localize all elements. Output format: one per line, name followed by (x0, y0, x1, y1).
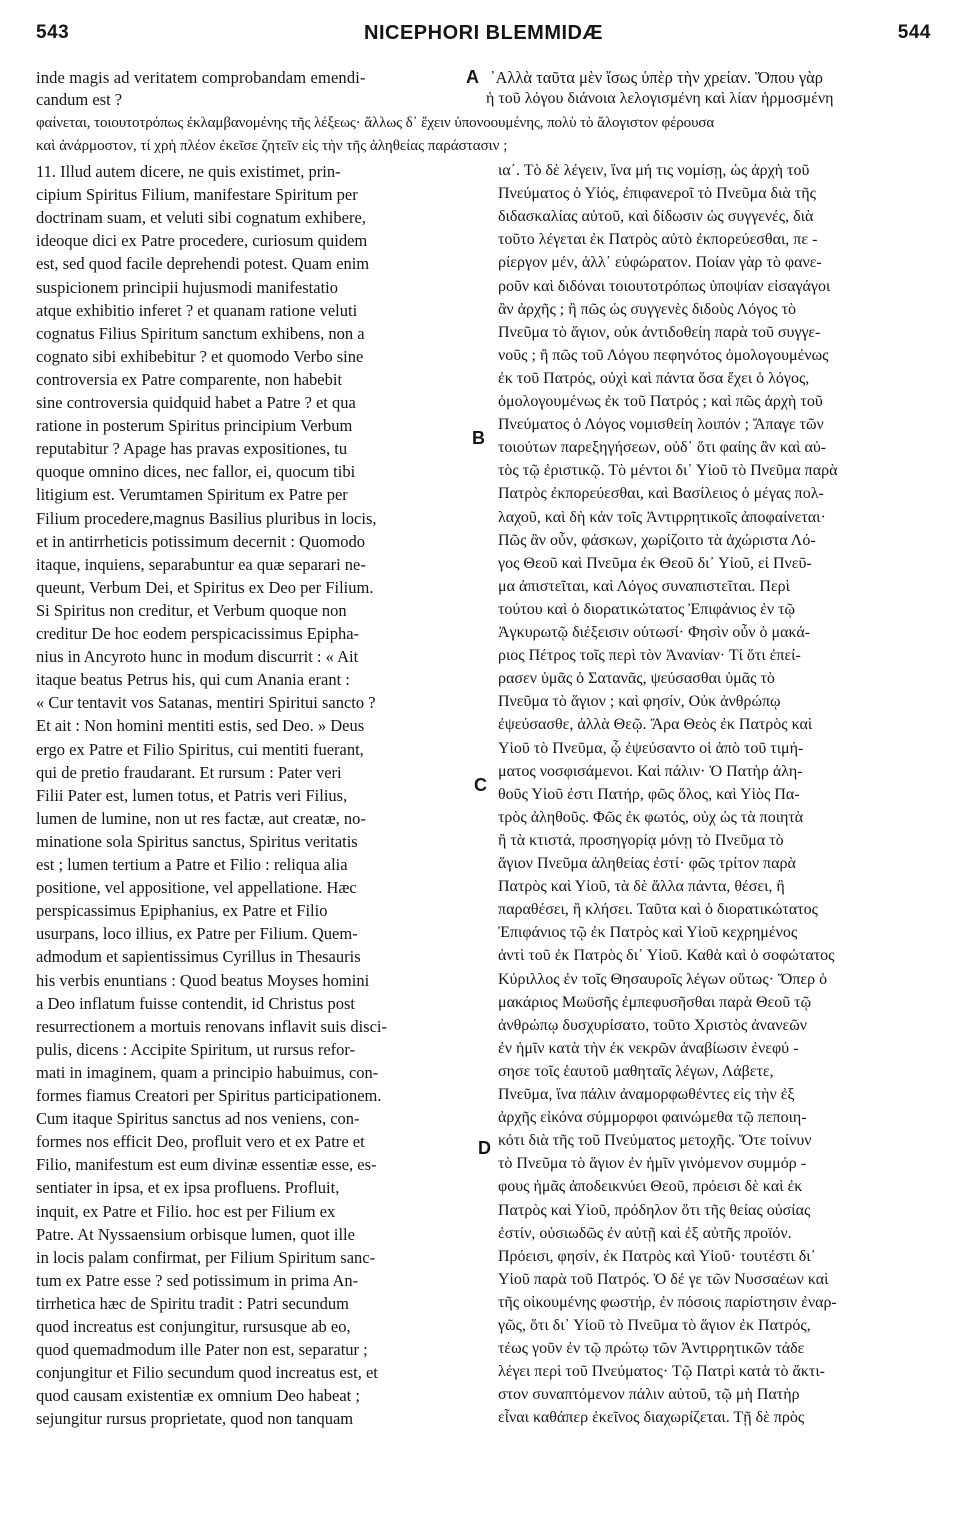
greek-line: τρὸς ἀληθοῦς. Φῶς ἐκ φωτός, οὐχ ὡς τὰ ποιητὰ (498, 808, 804, 826)
greek-line: Πατρὸς καὶ Υἱοῦ, τὰ δὲ ἄλλα πάντα, θέσει, ἢ (498, 878, 785, 896)
intro-full-line: φαίνεται, τοιουτοτρόπως ἐκλαμβανομένης τῆς λέξεως· ἄλλως δ᾽ ἔχειν ὑπονοουμένης, πολὺ τὸ ἄλογιστον φέρουσα (36, 115, 715, 131)
latin-line: Si Spiritus non creditur, et Verbum quoque non (36, 600, 347, 620)
latin-line: « Cur tentavit vos Satanas, mentiri Spiritui sancto ? (36, 693, 376, 713)
greek-line: ἐψεύσασθε, ἀλλὰ Θεῷ. Ἄρα Θεὸς ἐκ Πατρὸς καὶ (498, 716, 813, 734)
latin-line: resurrectionem a mortuis renovans inflavit suis disci- (36, 1016, 387, 1036)
latin-line: sentiater in ipsa, et ex ipsa profluens. Profluit, (36, 1178, 340, 1198)
latin-line: quod quemadmodum ille Pater non est, separatur ; (36, 1340, 368, 1360)
latin-line: mati in imaginem, quam a principio habuimus, con- (36, 1062, 379, 1082)
latin-line: formes nos efficit Deo, profluit vero et ex Patre et (36, 1132, 365, 1152)
intro-greek-line: ἡ τοῦ λόγου διάνοια λελογισμένη καὶ λίαν ἡρμοσμένη (486, 90, 834, 107)
greek-line: φους ἡμᾶς ἀποδεικνύει Θεοῦ, πρόεισι δὲ καὶ ἐκ (498, 1178, 803, 1196)
margin-marker-c: C (474, 775, 487, 795)
latin-line: doctrinam suam, et veluti sibi cognatum exhibere, (36, 208, 366, 228)
greek-line: ἐν ἡμῖν κατὰ τὴν ἐκ νεκρῶν ἀναβίωσιν ἐνεφύ - (498, 1039, 799, 1057)
greek-line: τοῦτο λέγεται ἐκ Πατρὸς αὐτὸ ἐκπορεύεσθαι, πε - (498, 231, 818, 249)
greek-line: ἐκ τοῦ Πατρός, οὐχὶ καὶ πάντα ὅσα ἔχει ὁ λόγος, (498, 369, 810, 387)
greek-line: κότι διὰ τῆς τοῦ Πνεύματος μετοχῆς. Ὅτε τοίνυν (498, 1132, 812, 1150)
latin-line: admodum et sapientissimus Cyrillus in Thesauris (36, 947, 361, 967)
latin-line: formes fiamus Creatori per Spiritus participationem. (36, 1086, 382, 1105)
margin-marker-d: D (478, 1138, 491, 1158)
latin-line: nius in Ancyroto hunc in modum discurrit : « Ait (36, 647, 359, 667)
greek-line: Πατρὸς καὶ Υἱοῦ, πρόδηλον ὅτι τῆς θείας οὐσίας (498, 1201, 811, 1219)
greek-line: εἶναι καθάπερ ἐκεῖνος διαχωρίζεται. Τῇ δὲ πρὸς (498, 1409, 805, 1427)
latin-line: qui de pretio fraudarant. Et rursum : Pater veri (36, 762, 342, 782)
greek-line: λέγει περὶ τοῦ Πνεύματος· Τῷ Πατρὶ κατὰ τὸ ἄκτι- (498, 1363, 825, 1381)
greek-line: μακάριος Μωϋσῆς ἐμπεφυσῆσθαι παρὰ Θεοῦ τῷ (498, 993, 812, 1011)
greek-line: ρίεργον μέν, ἀλλ᾽ εὐφώρατον. Ποίαν γὰρ τὸ φανε- (498, 254, 822, 272)
greek-line: ροῦν καὶ διδόναι τοιουτοτρόπως ὑποψίαν εἰσαγάγοι (498, 277, 831, 295)
latin-line: cipium Spiritus Filium, manifestare Spiritum per (36, 185, 358, 205)
left-page-number: 543 (36, 22, 70, 43)
greek-line: παραθέσει, ἢ κλήσει. Ταῦτα καὶ ὁ διορατικώτατος (498, 901, 819, 919)
intro-full-line: καὶ ἀνάρμοστον, τί χρὴ πλέον ἐκεῖσε ζητεῖν εἰς τὴν τῆς ἀληθείας παράστασιν ; (36, 138, 508, 154)
greek-line: Ἐπιφάνιος τῷ ἐκ Πατρὸς καὶ Υἱοῦ κεχρημένος (498, 924, 798, 942)
latin-line: controversia ex Patre comparente, non habebit (36, 369, 343, 389)
latin-line: reputabitur ? Apage has pravas expositiones, tu (36, 439, 348, 459)
latin-line: est ; lumen tertium a Patre et Filio : reliqua alia (36, 855, 348, 874)
latin-line: quod increatus est conjungitur, rursusque ab eo, (36, 1317, 351, 1336)
greek-line: διδασκαλίας αὐτοῦ, καὶ δίδωσιν ὡς συγγενές, διὰ (498, 208, 814, 226)
greek-line: μα ἀπιστεῖται, καὶ Λόγος συναπιστεῖται. Περὶ (498, 577, 790, 595)
greek-line: ἀρχῆς εἰκόνα σύμμορφοι φαινώμεθα τῷ πεποιη- (498, 1109, 807, 1127)
running-header (36, 14, 931, 54)
greek-line: νοῦς ; ἢ πῶς τοῦ Λόγου πεφηνότος ὁμολογουμένως (498, 346, 829, 364)
right-page-number: 544 (897, 22, 931, 43)
latin-line: quoque omnino dices, nec fallor, ei, quocum tibi (36, 462, 356, 482)
greek-line: τοιούτων παρεξηγήσεων, οὐδ᾽ ὅτι φαίης ἂν καὶ αὐ- (498, 439, 827, 457)
greek-line: Πνεῦμα τὸ ἅγιον, οὐκ ἀντιδοθείη παρὰ τοῦ συγγε- (498, 323, 821, 341)
intro-latin-line: inde magis ad veritatem comprobandam emendi- (36, 68, 366, 87)
latin-line: his verbis enuntians : Quod beatus Moyses homini (36, 970, 370, 990)
latin-line: Filium procedere,magnus Basilius pluribus in locis, (36, 508, 377, 528)
greek-line: Πῶς ἂν οὖν, φάσκων, χωρίζοιτο τὰ ἀχώριστα Λό- (498, 531, 816, 549)
intro-latin-line: candum est ? (36, 90, 123, 109)
greek-line: Πνεῦμα τὸ ἅγιον ; καὶ φησίν, Οὐκ ἀνθρώπῳ (498, 693, 781, 711)
latin-line: et in antirrheticis potissimum decernit : Quomodo (36, 531, 366, 551)
latin-line: ratione in posterum Spiritus principium Verbum (36, 416, 353, 436)
latin-line: est, sed quod facile deprehendi potest. Quam enim (36, 254, 370, 274)
latin-line: quod causam existentiæ ex omnium Deo habeat ; (36, 1386, 360, 1406)
latin-line: cognatus Filius Spiritum sanctum exhibens, non a (36, 323, 365, 343)
greek-line: ἐστίν, οὐσιωδῶς ἐν αὐτῇ καὶ ἐξ αὐτῆς προϊόν. (498, 1224, 792, 1242)
latin-line: Patre. At Nyssaensium orbisque lumen, quot ille (36, 1224, 355, 1244)
margin-marker-a: A (466, 67, 479, 87)
greek-line: τὸς τῷ ἐριστικῷ. Τὸ μέντοι δι᾽ Υἱοῦ τὸ Πνεῦμα παρὰ (498, 462, 838, 480)
latin-line: Filii Pater est, lumen totus, et Patris veri Filius, (36, 785, 348, 805)
greek-line: ριος Πέτρος τοῖς περὶ τὸν Ἀνανίαν· Τί ὅτι ἐπεί- (498, 647, 801, 665)
greek-line: θοῦς Υἱοῦ ἐστι Πατήρ, φῶς ὅλος, καὶ Υἱὸς Πα- (498, 785, 800, 803)
greek-line: στον συναπτόμενον πάλιν αὐτοῦ, τῷ μὴ Πατὴρ (498, 1386, 800, 1404)
latin-line: queunt, Verbum Dei, et Spiritus ex Deo per Filium. (36, 577, 374, 597)
greek-line: ια΄. Τὸ δὲ λέγειν, ἵνα μή τις νομίσῃ, ὡς ἀρχὴ τοῦ (498, 162, 810, 179)
latin-line: 11. Illud autem dicere, ne quis existimet, prin- (36, 162, 341, 181)
latin-line: a Deo inflatum fuisse contendit, id Christus post (36, 993, 355, 1013)
greek-line: τὸ Πνεῦμα τὸ ἅγιον ἐν ἡμῖν γινόμενον συμμόρ - (498, 1155, 807, 1173)
latin-line: Filio, manifestum est eum divinæ essentiæ esse, es- (36, 1155, 377, 1175)
latin-line: perspicassimus Epiphanius, ex Patre et Filio (36, 901, 328, 921)
latin-line: litigium est. Verumtamen Spiritum ex Patre per (36, 485, 348, 505)
latin-line: usurpans, loco illius, ex Patre per Filium. Quem- (36, 924, 358, 944)
greek-line: Υἱοῦ παρὰ τοῦ Πατρός. Ὁ δέ γε τῶν Νυσσαέων καὶ (498, 1270, 829, 1288)
greek-line: τούτου καὶ ὁ διορατικώτατος Ἐπιφάνιος ἐν τῷ (498, 600, 796, 618)
latin-line: suspicionem principii hujusmodi manifestatio (36, 277, 339, 297)
running-title: NICEPHORI BLEMMIDÆ (364, 22, 603, 44)
greek-line: ἂν ἀρχῆς ; ἢ πῶς ὡς συγγενὲς διδοὺς Λόγος τὸ (498, 300, 797, 318)
greek-line: ἅγιον Πνεῦμα ἀληθείας ἐστί· φῶς τρίτον παρὰ (498, 855, 796, 872)
latin-line: tum ex Patre esse ? sed potissimum in prima An- (36, 1270, 359, 1290)
latin-line: tirrhetica hæc de Spiritu tradit : Patri secundum (36, 1293, 349, 1313)
greek-line: Υἱοῦ τὸ Πνεῦμα, ᾧ ἐψεύσαντο οἱ ἀπὸ τοῦ τιμή- (498, 739, 804, 757)
greek-line: ματος νοσφισάμενοι. Καὶ πάλιν· Ὁ Πατὴρ ἀλη- (498, 762, 803, 780)
latin-line: sejungitur rursus proprietate, quod non tanquam (36, 1409, 354, 1429)
greek-line: Πνεύματος ὁ Υἱός, ἐπιφανεροῖ τὸ Πνεῦμα διὰ τῆς (498, 185, 816, 203)
greek-line: Πνεύματος ὁ Λόγος νομισθείη λοιπόν ; Ἄπαγε τῶν (498, 416, 824, 434)
latin-line: sine controversia quidquid habet a Patre ? et qua (36, 393, 356, 412)
greek-line: Πνεῦμα, ἵνα πάλιν ἀναμορφωθέντες εἰς τὴν ἐξ (498, 1086, 795, 1103)
greek-line: σησε τοῖς ἑαυτοῦ μαθηταῖς λέγων, Λάβετε, (498, 1062, 774, 1080)
greek-line: γῶς, ὅτι δι᾽ Υἱοῦ τὸ Πνεῦμα τὸ ἅγιον ἐκ Πατρός, (498, 1317, 811, 1334)
latin-line: in locis palam confirmat, per Filium Spiritum sanc- (36, 1247, 376, 1267)
latin-line: inquit, ex Patre et Filio. hoc est per Filium ex (36, 1201, 336, 1221)
greek-line: γος Θεοῦ καὶ Πνεῦμα ἐκ Θεοῦ δι᾽ Υἱοῦ, εἰ Πνεῦ- (498, 554, 812, 572)
greek-line: Ἀγκυρωτῷ διέξεισιν οὑτωσί· Φησὶν οὖν ὁ μακά- (498, 624, 811, 641)
intro-greek-line: ᾽Αλλὰ ταῦτα μὲν ἴσως ὑπὲρ τὴν χρείαν. Ὅπου γὰρ (490, 68, 824, 87)
greek-line: Πατρὸς ἐκπορεύεσθαι, καὶ Βασίλειος ὁ μέγας πολ- (498, 485, 824, 503)
latin-line: conjungitur et Filio secundum quod increatus est, et (36, 1363, 378, 1383)
latin-line: cognato sibi exhibebitur ? et quomodo Verbo sine (36, 346, 364, 366)
greek-line: τῆς οἰκουμένης φωστήρ, ἐν πόσοις παρίστησιν ἐναρ- (498, 1293, 837, 1311)
greek-line: ἀντὶ τοῦ ἐκ Πατρὸς δι᾽ Υἱοῦ. Καθὰ καὶ ὁ σοφώτατος (498, 947, 835, 965)
latin-line: pulis, dicens : Accipite Spiritum, ut rursus refor- (36, 1039, 356, 1059)
greek-line: ἢ τὰ κτιστά, προσηγορίᾳ μόνῃ τὸ Πνεῦμα τὸ (498, 831, 784, 849)
latin-line: ideoque dici ex Patre procedere, curiosum quidem (36, 231, 368, 251)
latin-line: Cum itaque Spiritus sanctus ad nos veniens, con- (36, 1109, 360, 1129)
latin-line: creditur De hoc eodem perspicacissimus Epipha- (36, 624, 360, 643)
greek-line: λαχοῦ, καὶ δὴ κἀν τοῖς Ἀντιρρητικοῖς ἀποφαίνεται· (498, 508, 826, 526)
latin-line: positione, vel appositione, vel appellatione. Hæc (36, 878, 357, 898)
latin-line: lumen de lumine, non ut res factæ, aut creatæ, no- (36, 808, 366, 828)
greek-line: ὁμολογουμένως ἐκ τοῦ Πατρός ; καὶ πῶς ἀρχὴ τοῦ (498, 393, 823, 410)
greek-line: τέως γοῦν ἐν τῷ πρώτῳ τῶν Ἀντιρρητικῶν τάδε (498, 1340, 805, 1358)
greek-line: Πρόεισι, φησίν, ἐκ Πατρὸς καὶ Υἱοῦ· τουτέστι δι᾽ (498, 1247, 816, 1265)
greek-line: ἀνθρώπῳ δυσχυρίσατο, τοῦτο Χριστὸς ἀνανεῶν (498, 1016, 807, 1034)
latin-line: ergo ex Patre et Filio Spiritus, cui mentiti fuerant, (36, 739, 364, 759)
latin-line: itaque beatus Petrus his, qui cum Anania erant : (36, 670, 350, 690)
latin-line: Et ait : Non homini mentiti estis, sed Deo. » Deus (36, 716, 365, 736)
latin-line: itaque, inquiens, separabuntur ea quæ separari ne- (36, 554, 366, 574)
greek-line: ρασεν ὑμᾶς ὁ Σατανᾶς, ψεύσασθαι ὑμᾶς τὸ (498, 670, 775, 688)
latin-line: minatione sola Spiritus sanctus, Spiritus veritatis (36, 831, 358, 851)
margin-marker-b: B (472, 428, 485, 448)
greek-line: Κύριλλος ἐν τοῖς Θησαυροῖς λέγων οὕτως· Ὅπερ ὁ (498, 970, 828, 988)
latin-line: atque exhibitio inferet ? et quanam ratione veluti (36, 300, 358, 320)
